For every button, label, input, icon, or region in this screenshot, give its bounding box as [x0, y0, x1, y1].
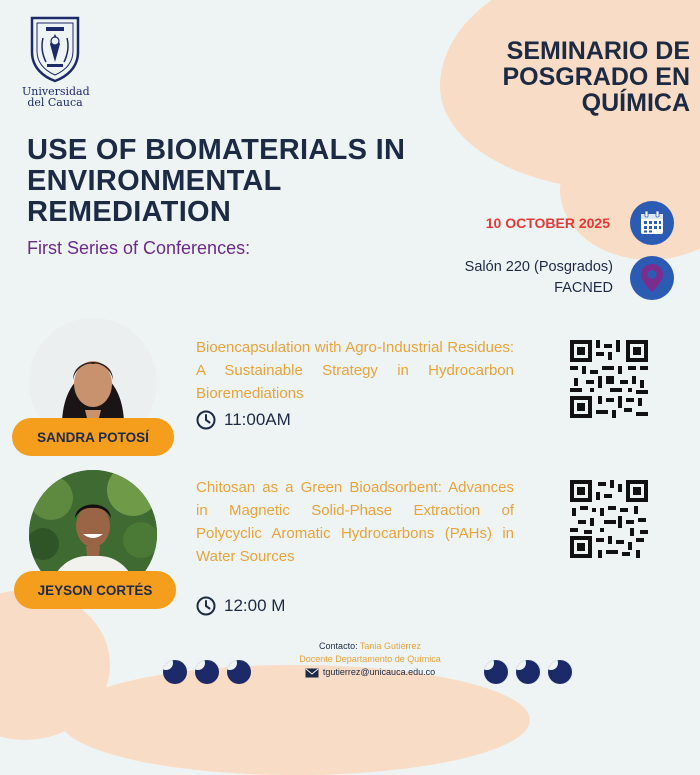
contact-role: Docente Departamento de Química — [299, 654, 441, 664]
speaker-name-badge: SANDRA POTOSÍ — [12, 418, 174, 456]
qr-code-icon[interactable] — [570, 340, 648, 418]
location-badge — [630, 256, 674, 300]
decor-blob-bottom — [60, 665, 530, 775]
decor-dot — [484, 660, 508, 684]
event-venue — [420, 257, 613, 299]
event-date: 10 OCTOBER 2025 — [485, 215, 610, 231]
event-title-line2: ENVIRONMENTAL — [27, 165, 282, 197]
talk-time-text: 11:00AM — [224, 410, 291, 429]
decor-dot — [227, 660, 251, 684]
decor-dot — [548, 660, 572, 684]
talk-title: Chitosan as a Green Bioadsorbent: Advances in Magnetic Solid-Phase Extraction of Polycyclic Aromatic Hydrocarbons (PAHs) in Water Sources — [196, 479, 514, 565]
venue-line2: FACNED — [554, 280, 613, 296]
calendar-icon — [639, 210, 665, 236]
event-title-line3: REMEDIATION — [27, 196, 232, 228]
university-logo — [22, 14, 88, 108]
decor-dot — [195, 660, 219, 684]
calendar-badge — [630, 201, 674, 245]
speaker-name-badge: JEYSON CORTÉS — [14, 571, 176, 609]
clock-icon — [196, 596, 216, 616]
contact-info — [270, 640, 470, 679]
decor-dots-left — [163, 660, 251, 684]
clock-icon — [196, 410, 216, 430]
talk-title: Bioencapsulation with Agro-Industrial Residues: A Sustainable Strategy in Hydrocarbon Bioremediations — [196, 339, 514, 402]
decor-dot — [163, 660, 187, 684]
talk-time — [196, 596, 285, 616]
decor-dot — [516, 660, 540, 684]
seminar-title — [470, 38, 690, 116]
university-name — [22, 86, 88, 108]
talk-time-text: 12:00 M — [224, 596, 286, 615]
contact-email[interactable]: tgutierrez@unicauca.edu.co — [322, 667, 436, 677]
series-subtitle: First Series of Conferences: — [27, 238, 251, 258]
contact-label: Contacto: — [319, 641, 358, 651]
seminar-title-line2: POSGRADO EN — [502, 63, 690, 91]
seminar-title-line1: SEMINARIO DE — [506, 37, 690, 65]
location-pin-icon — [640, 263, 664, 293]
seminar-title-line3: QUÍMICA — [581, 89, 690, 117]
decor-dots-right — [484, 660, 572, 684]
envelope-icon — [305, 668, 319, 678]
talk-time — [196, 410, 291, 430]
venue-line1: Salón 220 (Posgrados) — [464, 259, 613, 275]
contact-name: Tania Gutiérrez — [359, 641, 421, 651]
university-crest-icon — [26, 14, 84, 84]
event-title-line1: USE OF BIOMATERIALS IN — [27, 134, 406, 166]
university-name-line1: Universidad — [22, 85, 90, 98]
qr-code-icon[interactable] — [570, 480, 648, 558]
event-title — [27, 135, 487, 228]
university-name-line2: del Cauca — [27, 96, 83, 109]
